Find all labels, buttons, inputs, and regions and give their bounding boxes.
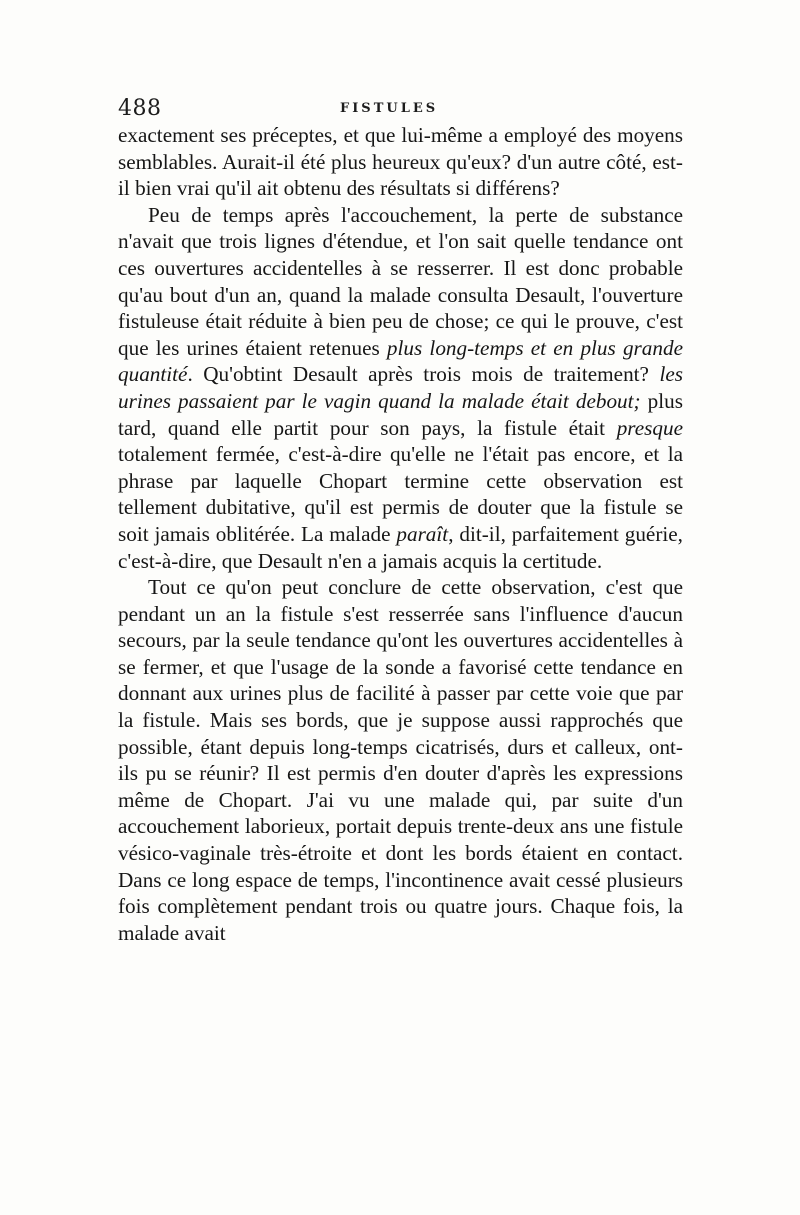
running-title: FISTULES xyxy=(340,101,439,116)
text-run: Tout ce qu'on peut conclure de cette observation, c'est que pendant un an la fistule s'est resserrée sans l'influence d'aucun secours, par la seule tendance qu'ont les ouvertures accidentelles à se fermer, et que l'usage de la sonde a favorisé cette tendance en donnant aux urines plus de facilité à passer par cette voie que par la fistule. Mais ses bords, que je suppose aussi rapprochés que possible, étant depuis long-temps cicatrisés, durs et calleux, ont-ils pu se réunir? Il est permis d'en douter d'après les expressions même de Chopart. J'ai vu une malade qui, par suite d'un accouchement laborieux, portait depuis trente-deux ans une fistule vésico-vaginale très-étroite et dont les bords étaient en contact. Dans ce long espace de temps, l'incontinence avait cessé plusieurs fois complètement pendant trois ou quatre jours. Chaque fois, la malade avait xyxy=(118,575,683,945)
paragraph-1 xyxy=(118,122,683,202)
text-run: Peu de temps après l'accouchement, la perte de substance n'avait que trois lignes d'étendue, et l'on sait quelle tendance ont ces ouvertures accidentelles à se resserrer. Il est donc probable qu'au bout d'un an, quand la malade consulta Desault, l'ouverture fistuleuse était réduite à bien peu de chose; ce qui le prouve, c'est que les urines étaient retenues xyxy=(118,202,683,360)
text-run: plus tard, quand elle partit pour son pays, la fistule était xyxy=(118,388,683,440)
italic-run: les urines passaient par le vagin quand la malade était debout; xyxy=(118,362,683,413)
paragraph-3 xyxy=(118,574,683,946)
text-run: totalement fermée, c'est-à-dire qu'elle ne l'était pas encore, et la phrase par laquelle Chopart termine cette observation est tellement dubitative, qu'il est permis de douter que la fistule se soit jamais oblitérée. La malade xyxy=(118,442,683,546)
paragraph-2 xyxy=(118,202,683,574)
body-text xyxy=(118,122,683,946)
page-number: 488 xyxy=(118,96,162,121)
text-run: . Qu'obtint Desault après trois mois de traitement? xyxy=(187,362,660,387)
text-run: , dit-il, parfaitement guérie, c'est-à-dire, que Desault n'en a jamais acquis la certitude. xyxy=(118,521,683,573)
italic-run: presque xyxy=(616,415,683,440)
italic-run: paraît xyxy=(396,521,449,546)
italic-run: plus long-temps et en plus grande quantité xyxy=(118,335,683,387)
text-run: exactement ses préceptes, et que lui-même a employé des moyens semblables. Aurait-il été plus heureux qu'eux? d'un autre côté, est-il bien vrai qu'il ait obtenu des résultats si différens? xyxy=(118,123,683,201)
